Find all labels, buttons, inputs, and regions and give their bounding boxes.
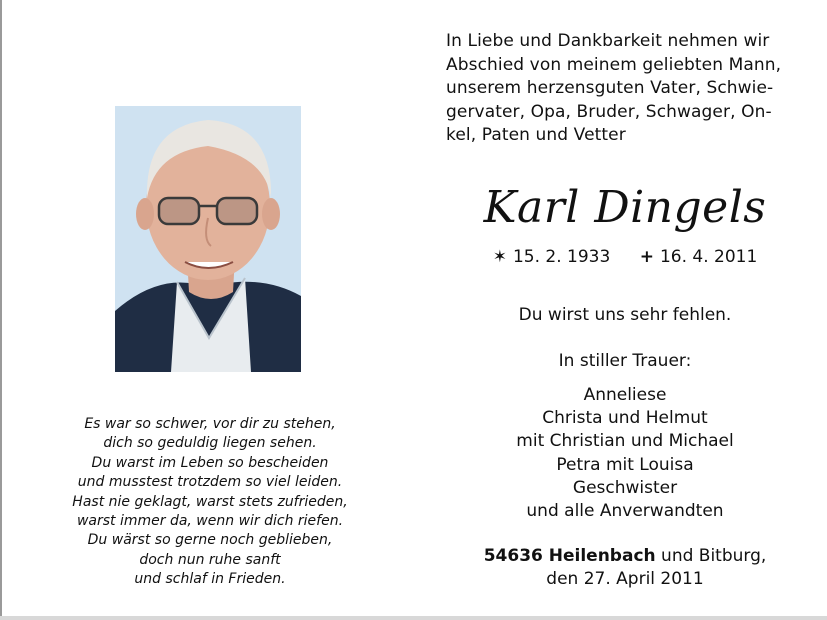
poem-line: Du warst im Leben so bescheiden [91, 454, 329, 471]
place-line [440, 545, 810, 568]
poem-line: warst immer da, wenn wir dich riefen. [76, 513, 344, 530]
place-rest: und Bitburg, [655, 546, 767, 566]
place-and-date [440, 545, 810, 591]
mourner-name: mit Christian und Michael [516, 431, 734, 452]
page-bottom-border [0, 616, 827, 620]
poem-line: und musstest trotzdem so viel leiden. [77, 474, 343, 491]
deceased-name: Karl Dingels [483, 182, 767, 233]
intro-line: gervater, Opa, Bruder, Schwager, On- [446, 101, 772, 122]
mourner-name: Petra mit Louisa [556, 454, 694, 475]
death-cross-icon: + [639, 247, 654, 267]
postal-city: 54636 Heilenbach [483, 546, 656, 566]
intro-line: Abschied von meinem geliebten Mann, [446, 54, 782, 75]
poem-line: Es war so schwer, vor dir zu stehen, [84, 416, 336, 432]
death-date: 16. 4. 2011 [659, 247, 758, 267]
poem [30, 415, 390, 590]
mourning-title: In stiller Trauer: [558, 351, 692, 371]
poem-line: doch nun ruhe sanft [139, 551, 281, 568]
poem-line: Hast nie geklagt, warst stets zufrieden, [72, 493, 348, 510]
page-left-border [0, 0, 2, 620]
birth-date: 15. 2. 1933 [512, 247, 611, 267]
death-date-group [640, 247, 758, 267]
portrait-illustration [115, 106, 301, 372]
mourner-name: und alle Anverwandten [526, 501, 724, 522]
mourners-list [440, 384, 810, 523]
poem-line: und schlaf in Frieden. [134, 571, 286, 588]
mourner-name: Geschwister [572, 477, 678, 498]
birth-star-icon: ✶ [492, 247, 507, 267]
intro-line: In Liebe und Dankbarkeit nehmen wir [446, 31, 770, 51]
poem-line: dich so geduldig liegen sehen. [103, 435, 317, 452]
mourner-name: Christa und Helmut [542, 408, 708, 429]
mourner-name: Anneliese [583, 385, 667, 405]
intro-line: kel, Paten und Vetter [446, 125, 626, 145]
missed-line: Du wirst uns sehr fehlen. [518, 305, 732, 325]
intro-text [446, 30, 806, 148]
birth-date-group [493, 247, 611, 267]
portrait-photo [115, 106, 301, 372]
life-dates [440, 247, 810, 267]
poem-line: Du wärst so gerne noch geblieben, [87, 532, 333, 549]
date-line: den 27. April 2011 [546, 569, 704, 589]
intro-line: unserem herzensguten Vater, Schwie- [446, 78, 774, 98]
